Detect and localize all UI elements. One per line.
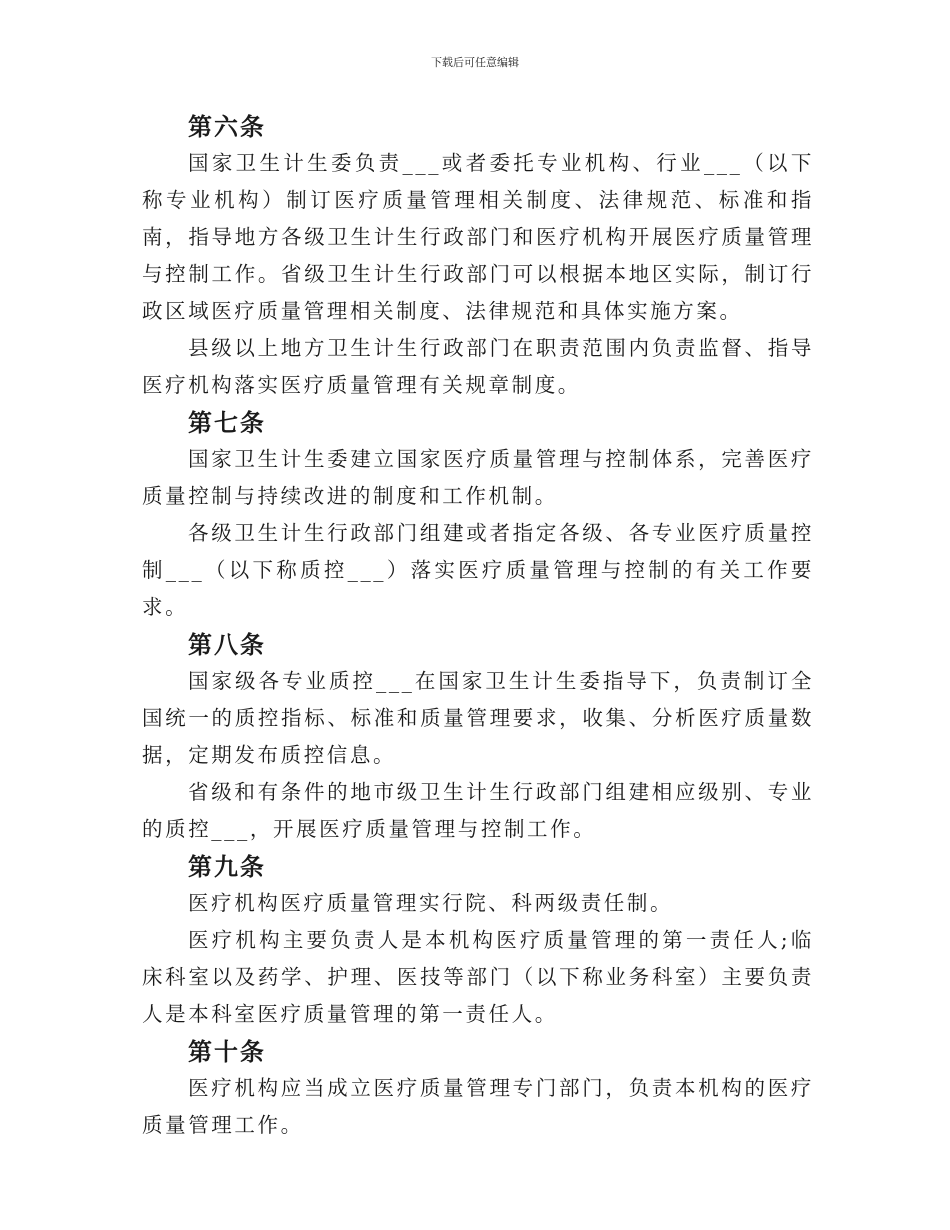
paragraph: 医疗机构主要负责人是本机构医疗质量管理的第一责任人;临床科室以及药学、护理、医技等部门（以下称业务科室）主要负责人是本科室医疗质量管理的第一责任人。 <box>142 928 814 1026</box>
paragraph: 国家卫生计生委负责___或者委托专业机构、行业___（以下称专业机构）制订医疗质量管理相关制度、法律规范、标准和指南，指导地方各级卫生计生行政部门和医疗机构开展医疗质量管理与控制工作。省级卫生计生行政部门可以根据本地区实际，制订行政区域医疗质量管理相关制度、法律规范和具体实施方案。 <box>142 151 814 323</box>
header-note: 下载后可任意编辑 <box>431 56 519 69</box>
article-heading: 第十条 <box>188 1037 266 1066</box>
article-10 <box>142 1033 814 1144</box>
article-heading: 第八条 <box>188 630 266 659</box>
paragraph: 各级卫生计生行政部门组建或者指定各级、各专业医疗质量控制___（以下称质控___）落实医疗质量管理与控制的有关工作要求。 <box>142 521 814 619</box>
article-6 <box>142 108 814 404</box>
document-body <box>142 108 814 1144</box>
paragraph: 县级以上地方卫生计生行政部门在职责范围内负责监督、指导医疗机构落实医疗质量管理有关规章制度。 <box>142 336 814 397</box>
article-heading: 第七条 <box>188 408 266 437</box>
paragraph: 医疗机构医疗质量管理实行院、科两级责任制。 <box>188 891 674 915</box>
article-7 <box>142 404 814 626</box>
article-8 <box>142 626 814 848</box>
article-heading: 第六条 <box>188 112 266 141</box>
article-heading: 第九条 <box>188 852 266 881</box>
paragraph: 医疗机构应当成立医疗质量管理专门部门，负责本机构的医疗质量管理工作。 <box>142 1076 814 1137</box>
article-9 <box>142 848 814 1033</box>
paragraph: 国家级各专业质控___在国家卫生计生委指导下，负责制订全国统一的质控指标、标准和质量管理要求，收集、分析医疗质量数据，定期发布质控信息。 <box>142 669 814 767</box>
paragraph: 省级和有条件的地市级卫生计生行政部门组建相应级别、专业的质控___，开展医疗质量管理与控制工作。 <box>142 780 814 841</box>
paragraph: 国家卫生计生委建立国家医疗质量管理与控制体系，完善医疗质量控制与持续改进的制度和工作机制。 <box>142 447 814 508</box>
